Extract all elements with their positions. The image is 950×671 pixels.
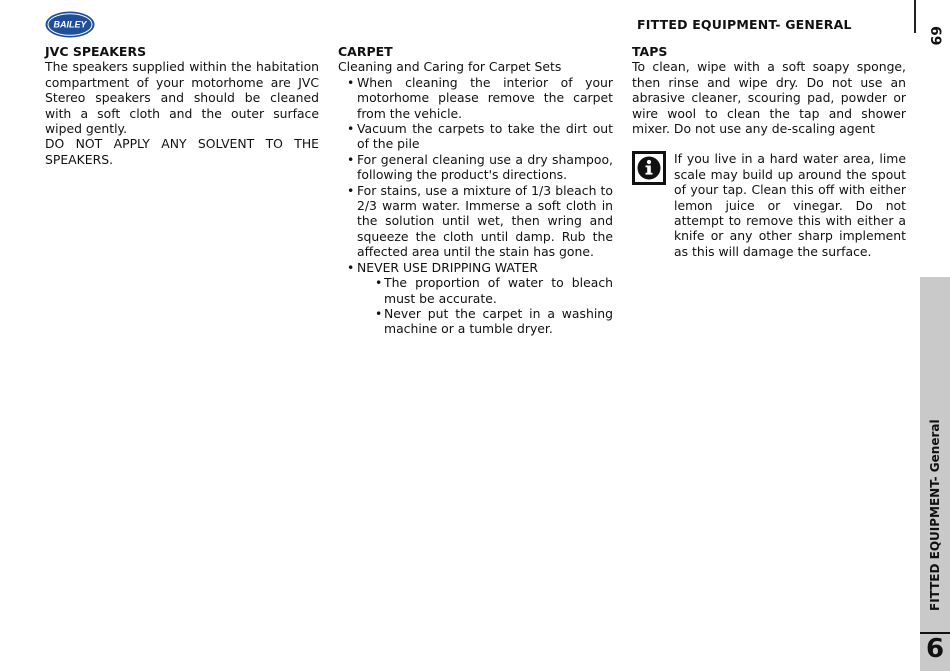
chapter-number: 6: [925, 634, 945, 664]
list-item: • Never put the carpet in a washing machine or a tumble dryer.: [375, 305, 613, 337]
bullet-icon: •: [347, 121, 355, 137]
header-rule: [914, 0, 916, 33]
list-item: • When cleaning the interior of your motorhome please remove the carpet from the vehicle.: [347, 74, 613, 121]
jvc-warning: DO NOT APPLY ANY SOLVENT TO THE SPEAKERS.: [45, 136, 319, 167]
bullet-icon: •: [347, 74, 355, 90]
chapter-side-label: FITTED EQUIPMENT- General: [928, 419, 942, 611]
info-text: If you live in a hard water area, lime scale may build up around the spout of your tap. Clean this off with either lemon juice or vinegar. Do not attempt to remove this with either a knife or any other sharp implement as this will damage the surface.: [674, 151, 906, 259]
bullet-icon: •: [375, 275, 383, 291]
taps-section: [632, 44, 906, 259]
bailey-logo: [45, 11, 95, 38]
info-note: [632, 151, 906, 259]
carpet-subtitle: Cleaning and Caring for Carpet Sets: [338, 59, 562, 75]
jvc-speakers-section: [45, 44, 319, 167]
list-item: • NEVER USE DRIPPING WATER: [347, 259, 538, 275]
page-number: 69: [927, 26, 943, 46]
carpet-sub-bullet-list: [338, 275, 613, 337]
bullet-icon: •: [347, 259, 355, 275]
bullet-icon: •: [347, 151, 355, 167]
jvc-body: The speakers supplied within the habitation compartment of your motorhome are JVC Stereo speakers and should be cleaned with a soft cloth and the outer surface wiped gently.: [45, 59, 319, 137]
carpet-heading: CARPET: [338, 44, 393, 59]
jvc-heading: JVC SPEAKERS: [45, 44, 147, 59]
carpet-bullet-list: [338, 75, 613, 275]
bullet-icon: •: [347, 182, 355, 198]
carpet-section: [338, 44, 613, 337]
list-item: • Vacuum the carpets to take the dirt out of the pile: [347, 121, 613, 152]
taps-heading: TAPS: [632, 44, 668, 59]
list-item: • The proportion of water to bleach must be accurate.: [375, 275, 613, 306]
info-icon: [632, 151, 666, 185]
bullet-icon: •: [375, 305, 383, 321]
list-item: • For stains, use a mixture of 1/3 bleach to 2/3 warm water. Immerse a soft cloth in the solution until wet, then wring and squeeze the cloth until damp. Rub the affected area until the stain has gone.: [347, 182, 613, 260]
svg-text:BAILEY: BAILEY: [53, 19, 87, 30]
header-title: FITTED EQUIPMENT- GENERAL: [637, 17, 852, 32]
list-item: • For general cleaning use a dry shampoo, following the product's directions.: [347, 151, 613, 183]
taps-body: To clean, wipe with a soft soapy sponge, then rinse and wipe dry. Do not use an abrasive cleaner, scouring pad, powder or wire wool to clean the tap and shower mixer. Do not use any de-scaling agent: [632, 59, 906, 137]
